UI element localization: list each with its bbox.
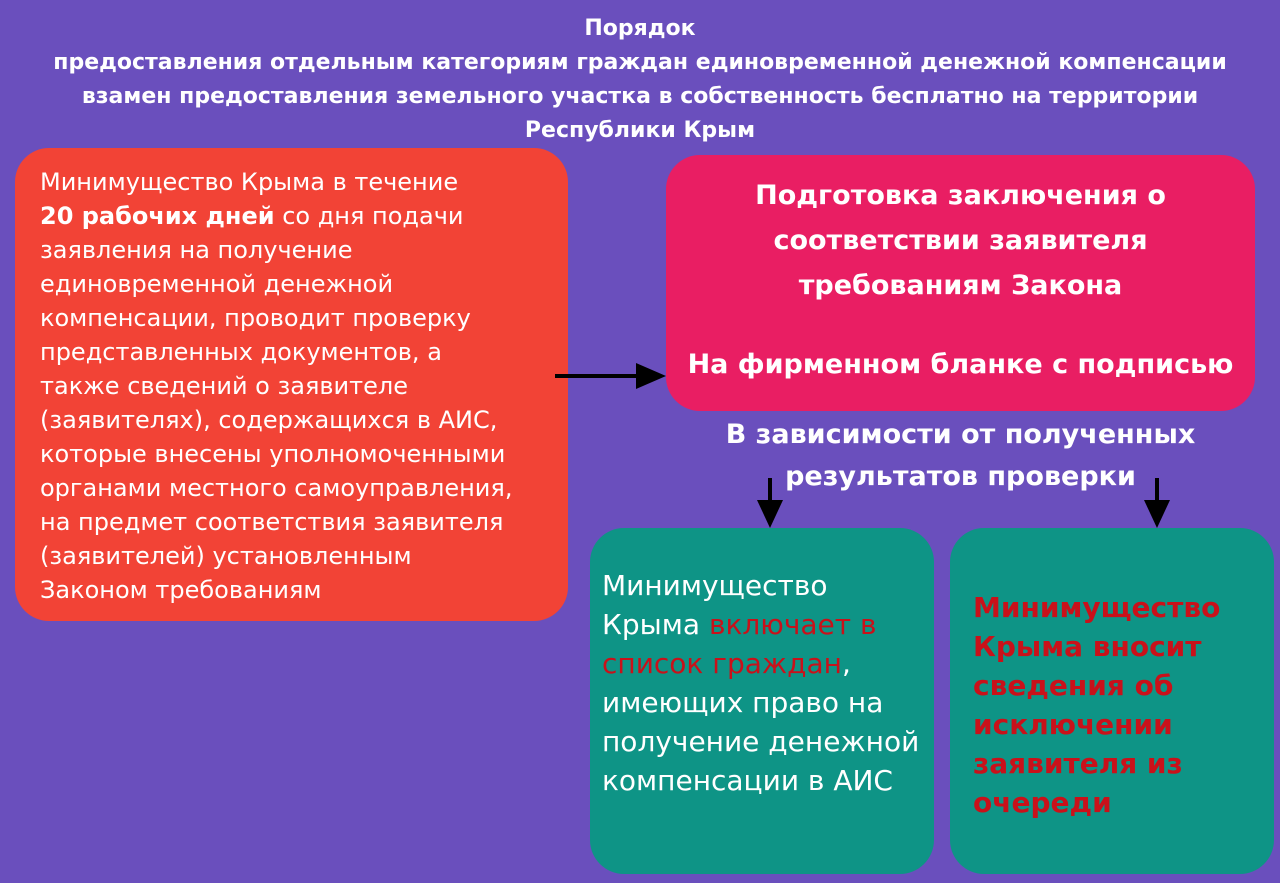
title-line-2: предоставления отдельным категориям граждан единовременной денежной компенсации xyxy=(53,50,1227,75)
verification-text-rest: со дня подачи заявления на получение единовременной денежной компенсации, проводит проверку представленных документов, а также сведений о заявителе (заявителях), содержащихся в АИС, которые внесены уполномоченными органами местного самоуправления, на предмет соответствия заявителя (заявителей) установленным Законом требованиям xyxy=(40,202,513,604)
page-title xyxy=(0,12,1280,148)
include-in-list-box xyxy=(590,528,934,874)
conclusion-heading-line-3: требованиям Закона xyxy=(798,270,1123,301)
arrow-to-conclusion xyxy=(555,363,666,389)
title-line-3: взамен предоставления земельного участка в собственность бесплатно на территории xyxy=(81,84,1199,109)
verification-deadline: 20 рабочих дней xyxy=(40,202,275,230)
results-caption-line-1: В зависимости от полученных xyxy=(725,419,1196,450)
title-line-4: Республики Крым xyxy=(524,118,756,143)
exclude-from-queue-box xyxy=(950,528,1274,874)
conclusion-heading-line-2: соответствии заявителя xyxy=(773,225,1148,256)
include-text-start: Минимущество Крыма xyxy=(602,569,828,641)
results-caption xyxy=(666,414,1255,498)
results-caption-line-2: результатов проверки xyxy=(785,461,1136,492)
conclusion-heading xyxy=(666,173,1255,308)
conclusion-form-note: На фирменном бланке с подписью xyxy=(687,349,1234,380)
conclusion-heading-line-1: Подготовка заключения о xyxy=(755,180,1166,211)
include-highlight: включает в список граждан xyxy=(602,608,877,680)
title-line-1: Порядок xyxy=(584,16,696,41)
verification-text-start: Минимущество Крыма в течение xyxy=(40,168,459,196)
exclude-text: Минимущество Крыма вносит сведения об исключении заявителя из очереди xyxy=(973,591,1221,819)
verification-step-box xyxy=(15,148,568,621)
include-text-rest: , имеющих право на получение денежной компенсации в АИС xyxy=(602,647,920,797)
